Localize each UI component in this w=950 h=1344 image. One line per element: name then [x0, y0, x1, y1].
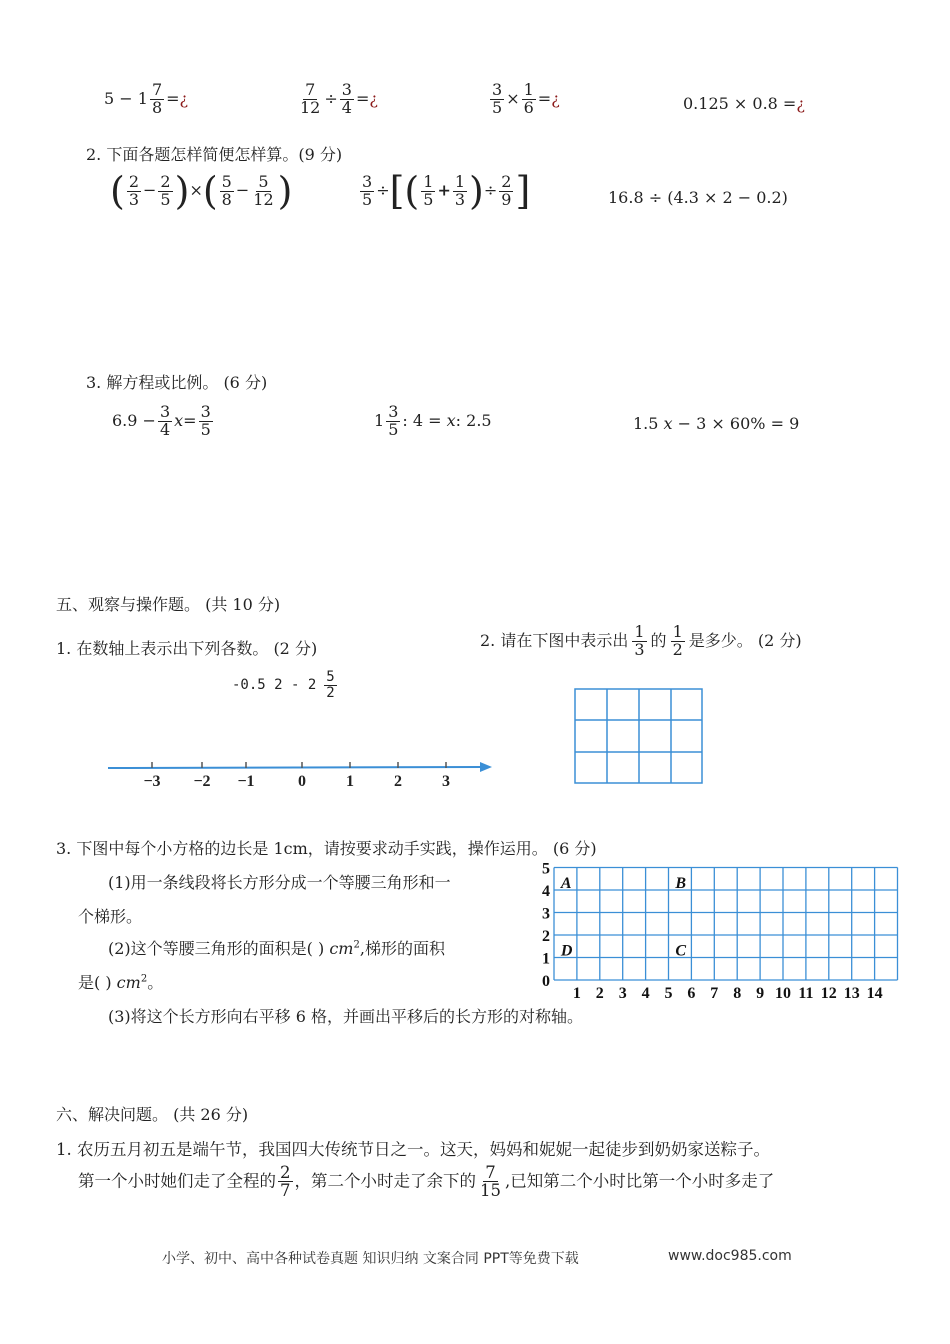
x-axis-label: 9 [756, 985, 765, 1002]
sec5-q3-line1b: 个梯形。 [78, 907, 143, 926]
number-line [100, 752, 500, 792]
q3-expr-1: 6.9 − $\frac{3}{4}$ x= $\frac{3}{5}$ [112, 402, 211, 439]
x-axis-label: 4 [641, 985, 650, 1002]
y-axis-label: 3 [542, 905, 550, 923]
point-label-d: D [560, 942, 573, 960]
x-axis-label: 11 [798, 985, 814, 1002]
y-axis-label: 0 [542, 973, 550, 990]
expr-2: $\frac{7}{12}$ ÷ $\frac{3}{4}$ =¿ [300, 80, 378, 117]
number-line-label: 3 [442, 773, 450, 790]
q3-expr-2: 1 $\frac{3}{5}$ : 4 = x: 2.5 [374, 402, 492, 439]
sec6-title: 六、解决问题。 (共 26 分) [56, 1105, 249, 1124]
x-axis-label: 6 [687, 985, 696, 1002]
sec5-q3-line4: (3)将这个长方形向右平移 6 格，并画出平移后的长方形的对称轴。 [108, 1007, 584, 1026]
sec5-title: 五、观察与操作题。 (共 10 分) [56, 595, 281, 614]
q2-expr-1: ( $\frac{2}{3}$ − $\frac{2}{5}$ )×( $\frac{5}{8}$ − $\frac{5}{12}$ ) [110, 169, 293, 213]
number-list: -0.5 2 - 2 $\frac{5}{2}$ [232, 669, 335, 701]
x-axis-label: 14 [866, 985, 883, 1002]
number-line-label: −2 [193, 773, 211, 790]
y-axis-label: 2 [542, 928, 550, 945]
y-axis-label: 1 [542, 950, 550, 968]
q3-title: 3. 解方程或比例。 (6 分) [86, 373, 268, 392]
coordinate-grid [540, 858, 900, 1004]
fraction-grid [574, 688, 706, 786]
number-line-label: 1 [346, 773, 354, 790]
sec5-q3-line3: 是( ) $cm^2$。 [78, 973, 164, 992]
footer-url[interactable]: www.doc985.com [668, 1248, 792, 1264]
x-axis-label: 2 [595, 985, 604, 1002]
expr-4: 0.125 × 0.8 =¿ [683, 94, 805, 113]
x-axis-label: 12 [820, 985, 837, 1002]
arrow-icon [480, 762, 492, 772]
footer-text: 小学、初中、高中各种试卷真题 知识归纳 文案合同 PPT等免费下载 [162, 1251, 579, 1267]
x-axis-label: 10 [775, 985, 791, 1002]
x-axis-label: 8 [733, 985, 742, 1002]
sec5-q3-line1: (1)用一条线段将长方形分成一个等腰三角形和一 [108, 873, 451, 892]
number-line-label: 0 [298, 773, 306, 790]
sec5-q3-title: 3. 下图中每个小方格的边长是 1cm，请按要求动手实践，操作运用。 (6 分) [56, 839, 597, 858]
q2-expr-3: 16.8 ÷ (4.3 × 2 − 0.2) [608, 188, 788, 207]
number-line-label: 2 [394, 773, 402, 790]
sec5-q1-title: 1. 在数轴上表示出下列各数。 (2 分) [56, 639, 318, 658]
sec5-q3-line2: (2)这个等腰三角形的面积是( ) $cm^2$,梯形的面积 [108, 939, 445, 958]
q2-expr-2: $\frac{3}{5}$ ÷[( $\frac{1}{5}$ + $\frac{1}{3}$ )÷ $\frac{2}{9}$ ] [362, 169, 531, 213]
sec6-p2: 第一个小时她们走了全程的 $\frac{2}{7}$ ，第二个小时走了余下的 $\frac{7}{15}$ ,已知第二个小时比第一个小时多走了 [78, 1163, 775, 1201]
q2-title: 2. 下面各题怎样简便怎样算。(9 分) [86, 145, 343, 164]
x-axis-label: 1 [572, 985, 581, 1002]
point-label-b: B [675, 875, 687, 892]
point-label-c: C [675, 942, 687, 960]
number-line-label: −1 [237, 773, 255, 790]
x-axis-label: 5 [664, 985, 673, 1002]
x-axis-label: 13 [843, 985, 860, 1002]
y-axis-label: 5 [542, 860, 550, 878]
expr-3: $\frac{3}{5}$ × $\frac{1}{6}$ =¿ [492, 80, 560, 117]
y-axis-label: 4 [542, 883, 550, 900]
number-line-label: −3 [143, 773, 161, 790]
sec5-q2-title: 2. 请在下图中表示出 $\frac{1}{3}$ 的 $\frac{1}{2}$ 是多少。 (2 分) [480, 622, 802, 659]
sec6-p1: 1. 农历五月初五是端午节，我国四大传统节日之一。这天，妈妈和妮妮一起徒步到奶奶家送粽子。 [56, 1140, 770, 1159]
x-axis-label: 3 [618, 985, 627, 1002]
expr-1: 5 − 1 $\frac{7}{8}$ =¿ [104, 80, 189, 117]
point-label-a: A [560, 875, 572, 892]
q3-expr-3: 1.5 x − 3 × 60% = 9 [633, 414, 800, 433]
x-axis-label: 7 [710, 985, 719, 1002]
